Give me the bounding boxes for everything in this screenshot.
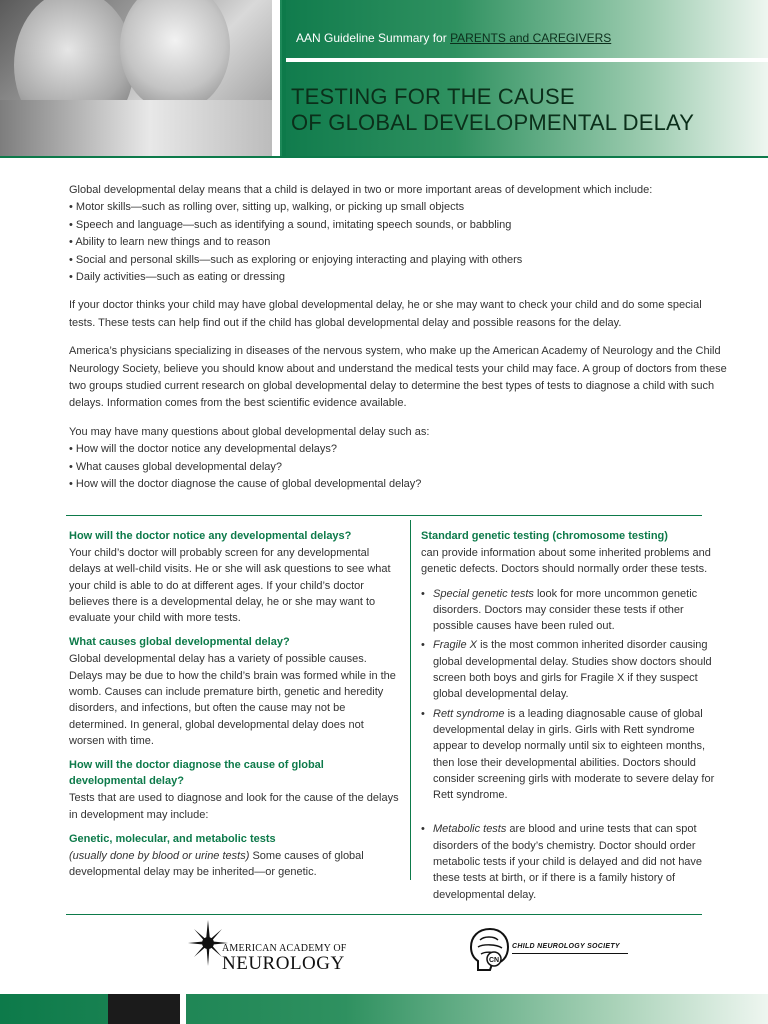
term-description: look for more uncommon genetic disorders. Doctors may consider these tests if other possible causes have been ruled out. [433, 587, 698, 633]
footer-top-rule [66, 914, 702, 915]
title-line-2: OF GLOBAL DEVELOPMENTAL DELAY [291, 110, 695, 135]
aan-logo [188, 920, 358, 980]
footer-gap [180, 994, 186, 1024]
photo-shoulders [0, 100, 272, 158]
header-bottom-rule [0, 156, 768, 158]
development-areas-list [69, 199, 729, 286]
paragraph-genetic-tests [69, 848, 399, 881]
list-item: • Ability to learn new things and to reason [69, 234, 729, 251]
list-item: • Speech and language—such as identifying a sound, imitating speech sounds, or babbling [69, 217, 729, 234]
list-item: • How will the doctor notice any developmental delays? [69, 441, 729, 458]
heading-causes: What causes global developmental delay? [69, 636, 290, 649]
paragraph-diagnose: Tests that are used to diagnose and look for the cause of the delays in development may include: [69, 792, 399, 821]
list-item: • Daily activities—such as eating or dressing [69, 269, 729, 286]
paragraph-standard-genetic: can provide information about some inherited problems and genetic defects. Doctors should normally order these tests. [421, 547, 711, 576]
genetic-tests-text: Some causes of global developmental delay may be inherited—or genetic. [69, 849, 364, 879]
list-item [421, 586, 721, 635]
subtitle-and: and [505, 31, 533, 45]
header-photo [0, 0, 272, 158]
term-special-genetic: Special genetic tests [433, 587, 534, 600]
column-divider [410, 520, 411, 880]
intro-section [69, 182, 729, 505]
paragraph-notice-delays: Your child’s doctor will probably screen for any developmental delays at well-child visits. He or she will ask questions to see what your child is able to do at different ages. If your child’s doctor believes there is a developmental delay, he or she may want to evaluate your child with more tests. [69, 547, 391, 625]
columns-top-rule [66, 515, 702, 516]
term-metabolic-tests: Metabolic tests [433, 823, 507, 836]
questions-list [69, 441, 729, 493]
cns-underline [512, 953, 628, 954]
subtitle-prefix: AAN Guideline Summary for [296, 31, 451, 45]
heading-diagnose: How will the doctor diagnose the cause of global developmental delay? [69, 759, 324, 788]
subtitle-caregivers: CAREGIVERS [532, 31, 612, 45]
list-item: • Social and personal skills—such as exploring or enjoying interacting and playing with others [69, 252, 729, 269]
questions-lead: You may have many questions about global developmental delay such as: [69, 425, 430, 438]
test-types-list [421, 586, 721, 903]
term-fragile-x: Fragile X [433, 639, 478, 652]
paragraph-causes: Global developmental delay has a variety of possible causes. Delays may be due to how the child’s brain was formed while in the womb. Causes can include premature birth, genetic and heredity disorders, and infections, but often the cause may not be determined. In general, global developmental delay does not worsen with time. [69, 653, 396, 747]
header-divider-green [282, 0, 286, 158]
subtitle-parents: PARENTS [450, 31, 506, 45]
genetic-tests-note: (usually done by blood or urine tests) [69, 849, 250, 862]
right-column [421, 528, 721, 906]
intro-paragraph-2: America’s physicians specializing in diseases of the nervous system, who make up the American Academy of Neurology and the Child Neurology Society, believe you should know about and understand the medical tests your child may face. A group of doctors from these two groups studied current research on global developmental delay to determine the best types of tests to diagnose a child with such delays. Information comes from the best scientific evidence available. [69, 345, 727, 410]
cns-logo [468, 926, 638, 974]
cns-mark-text: CN [488, 957, 500, 964]
header-divider [272, 0, 280, 158]
guideline-subtitle [296, 31, 611, 45]
list-item [421, 706, 721, 804]
aan-name-line-2: NEUROLOGY [222, 953, 345, 974]
aan-name-line-1: AMERICAN ACADEMY OF [222, 943, 347, 954]
term-rett-syndrome: Rett syndrome [433, 707, 505, 720]
term-description: is a leading diagnosable cause of global developmental delay in girls. Girls with Rett syndrome appear to develop normally until six to eighteen months, then lose their developmental abilities. Doctors should consider screening girls with moderate to severe delay for Rett syndrome. [433, 707, 715, 802]
intro-lead: Global developmental delay means that a child is delayed in two or more important areas of development which include: [69, 184, 653, 196]
list-item: • Motor skills—such as rolling over, sitting up, walking, or picking up small objects [69, 199, 729, 216]
list-item [421, 637, 721, 702]
list-item: • How will the doctor diagnose the cause of global developmental delay? [69, 476, 729, 493]
left-column [69, 528, 399, 888]
term-description: are blood and urine tests that can spot disorders of the body’s chemistry. Doctor should order metabolic tests if your child is delayed and did not have these tests at birth, or if there is a family history of developmental delay. [433, 823, 703, 901]
intro-paragraph-1: If your doctor thinks your child may have global developmental delay, he or she may want to check your child and do some special tests. These tests can help find out if the child has global developmental delay and possible reasons for the delay. [69, 299, 702, 329]
photo-parent [120, 0, 230, 112]
heading-standard-genetic: Standard genetic testing (chromosome testing) [421, 530, 668, 542]
heading-notice-delays: How will the doctor notice any developmental delays? [69, 530, 352, 542]
heading-genetic-tests: Genetic, molecular, and metabolic tests [69, 832, 276, 845]
header-rule [286, 58, 768, 62]
list-item: • What causes global developmental delay? [69, 459, 729, 476]
cns-name: CHILD NEUROLOGY SOCIETY [512, 943, 620, 950]
term-description: is the most common inherited disorder causing global developmental delay. Studies show doctors should screen both boys and girls for Fragile X if they suspect global developmental delay. [433, 639, 712, 701]
cns-brain-icon [468, 926, 512, 974]
footer-dark-block [108, 994, 180, 1024]
page-title [291, 84, 694, 136]
title-line-1: TESTING FOR THE CAUSE [291, 84, 575, 109]
list-item [421, 821, 721, 902]
